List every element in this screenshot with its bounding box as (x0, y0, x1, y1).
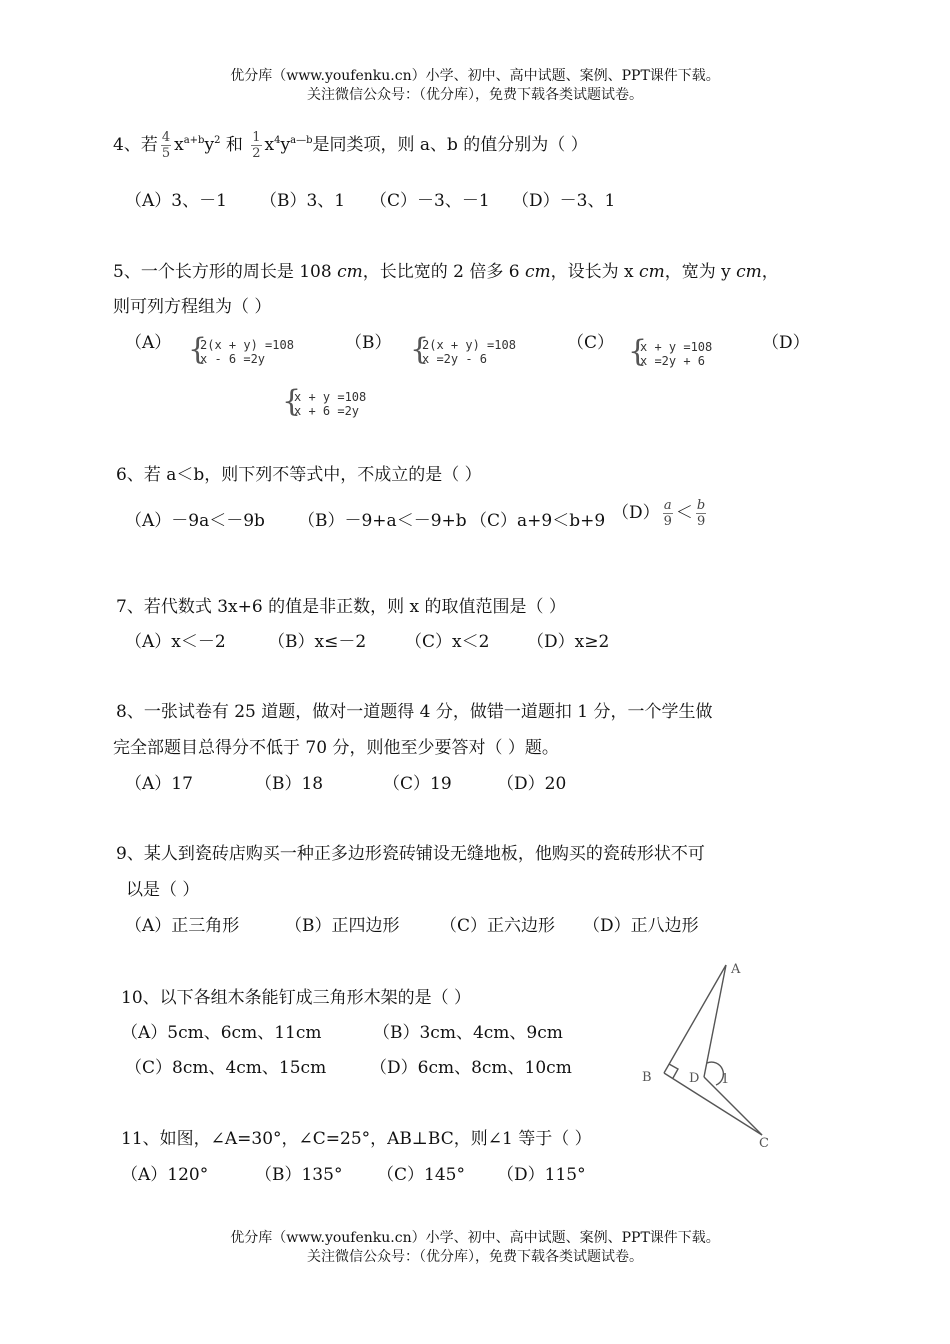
q5-unit-1: cm (337, 262, 363, 282)
header-line-1: 优分库（www.youfenku.cn）小学、初中、高中试题、案例、PPT课件下载。 (230, 68, 720, 84)
q8-option-c: （C）19 (383, 774, 452, 794)
q5-system-d-eq1: x + y =108 (294, 390, 367, 404)
label-a: A (731, 962, 741, 977)
q10-option-d: （D）6cm、8cm、10cm (370, 1058, 572, 1078)
label-d: D (689, 1071, 700, 1086)
q5-label-c: （C） (567, 333, 615, 353)
question-7-stem: 7、若代数式 3x+6 的值是非正数，则 x 的取值范围是（ ） (116, 597, 566, 617)
q5-label-a: （A） (125, 333, 172, 353)
q5-unit-2: cm (524, 262, 551, 282)
q4-option-c: （C）－3、－1 (370, 191, 490, 211)
q6-fraction-a (663, 498, 673, 529)
segment-bc (664, 1073, 762, 1135)
q6-less-than: ＜ (675, 503, 693, 523)
q5-text-e: ， (761, 262, 779, 282)
q10-option-b: （B）3cm、4cm、9cm (373, 1023, 563, 1043)
q4-suffix: 是同类项，则 a、b 的值分别为（ ） (312, 135, 588, 155)
q5-system-a-eq1: 2(x + y) =108 (200, 338, 294, 352)
q5-system-a (188, 332, 294, 367)
q6-option-d-label: （D） (612, 503, 660, 523)
q4-term2-exp1: 4 (274, 135, 281, 146)
q8-option-d: （D）20 (497, 774, 567, 794)
q5-system-d-eq2: x + 6 =2y (294, 404, 360, 418)
question-8-line-1: 8、一张试卷有 25 道题，做对一道题得 4 分，做错一道题扣 1 分，一个学生做 (116, 702, 713, 722)
q7-option-d: （D）x≥2 (527, 632, 610, 652)
brace-icon: { (188, 332, 208, 367)
q5-unit-3: cm (639, 262, 665, 282)
label-b: B (642, 1070, 652, 1085)
segment-dc (704, 1077, 762, 1135)
question-11-stem: 11、如图，∠A=30°，∠C=25°，AB⊥BC，则∠1 等于（ ） (121, 1129, 592, 1149)
q5-unit-4: cm (736, 262, 762, 282)
q8-option-b: （B）18 (255, 774, 324, 794)
segment-ad (704, 965, 726, 1077)
q5-label-d: （D） (762, 333, 810, 353)
q4-frac2-denominator: 2 (252, 146, 261, 161)
q5-system-b-eq1: 2(x + y) =108 (422, 338, 516, 352)
q6-option-a: （A）－9a＜－9b (125, 511, 265, 531)
q11-option-b: （B）135° (255, 1165, 343, 1185)
q4-fraction-2 (251, 130, 261, 161)
q5-text-a: 5、一个长方形的周长是 108 (113, 262, 338, 282)
q9-option-c: （C）正六边形 (440, 916, 556, 936)
q4-term1-exp1: a+b (183, 135, 205, 146)
question-8-line-2: 完全部题目总得分不低于 70 分，则他至少要答对（ ）题。 (113, 738, 559, 758)
q5-system-b-eq2: x =2y - 6 (422, 352, 488, 366)
q11-option-d: （D）115° (497, 1165, 586, 1185)
q6-frac-a-den: 9 (663, 514, 672, 529)
q4-term1-base: x (174, 135, 184, 155)
q5-system-d (282, 384, 367, 419)
q7-option-c: （C）x＜2 (405, 632, 490, 652)
q10-option-a: （A）5cm、6cm、11cm (121, 1023, 322, 1043)
triangle-figure (630, 955, 780, 1155)
label-c: C (759, 1136, 769, 1151)
q10-option-c: （C）8cm、4cm、15cm (125, 1058, 327, 1078)
question-5-line-1 (113, 257, 779, 282)
q4-option-d: （D）－3、1 (512, 191, 616, 211)
q4-frac1-denominator: 5 (161, 146, 171, 161)
q5-system-b (410, 332, 516, 367)
q6-frac-b-num: b (696, 498, 706, 513)
question-9-line-1: 9、某人到瓷砖店购买一种正多边形瓷砖铺设无缝地板，他购买的瓷砖形状不可 (116, 844, 705, 864)
q5-text-c: ，设长为 x (550, 262, 640, 282)
q6-frac-a-num: a (663, 498, 672, 513)
segment-ab (664, 965, 726, 1073)
q7-option-b: （B）x≤－2 (268, 632, 367, 652)
q4-term2-base: x (264, 135, 275, 155)
q6-option-d (612, 498, 709, 529)
q8-option-a: （A）17 (125, 774, 193, 794)
q11-option-c: （C）145° (377, 1165, 465, 1185)
header-line-2: 关注微信公众号：（优分库），免费下载各类试题试卷。 (307, 87, 643, 103)
q5-system-c (628, 334, 713, 369)
q4-term1-base2: y (204, 135, 215, 155)
question-6-stem: 6、若 a＜b，则下列不等式中，不成立的是（ ） (116, 465, 482, 485)
q11-option-a: （A）120° (121, 1165, 209, 1185)
q4-frac1-numerator: 4 (161, 130, 171, 145)
q4-prefix: 4、若 (113, 135, 158, 155)
question-10-stem: 10、以下各组木条能钉成三角形木架的是（ ） (121, 988, 472, 1008)
q9-option-d: （D）正八边形 (583, 916, 699, 936)
brace-icon: { (628, 334, 648, 369)
footer-line-1: 优分库（www.youfenku.cn）小学、初中、高中试题、案例、PPT课件下载。 (230, 1230, 720, 1246)
brace-icon: { (282, 384, 302, 419)
q7-option-a: （A）x＜－2 (125, 632, 226, 652)
q5-text-b: ，长比宽的 2 倍多 6 (362, 262, 525, 282)
q4-and: 和 (225, 135, 243, 155)
q5-text-d: ，宽为 y (664, 262, 737, 282)
q5-system-c-eq1: x + y =108 (640, 340, 713, 354)
q4-term2-base2: y (280, 135, 291, 155)
label-1: 1 (721, 1072, 730, 1087)
q9-option-b: （B）正四边形 (285, 916, 400, 936)
footer-line-2: 关注微信公众号：（优分库），免费下载各类试题试卷。 (307, 1249, 643, 1265)
question-9-line-2: 以是（ ） (126, 880, 200, 900)
q4-frac2-numerator: 1 (252, 130, 261, 145)
q6-fraction-b (696, 498, 706, 529)
q4-term1-exp2: 2 (214, 135, 221, 146)
question-5-line-2: 则可列方程组为（ ） (113, 297, 272, 317)
q4-option-b: （B）3、1 (260, 191, 346, 211)
q4-option-a: （A）3、－1 (125, 191, 227, 211)
question-4-stem (113, 130, 588, 161)
q6-option-c: （C）a+9＜b+9 (470, 511, 606, 531)
q6-frac-b-den: 9 (696, 514, 706, 529)
q5-system-c-eq2: x =2y + 6 (640, 354, 706, 368)
brace-icon: { (410, 332, 430, 367)
q5-system-a-eq2: x - 6 =2y (200, 352, 266, 366)
q4-term2-exp2: a—b (290, 135, 313, 146)
right-angle-mark (669, 1064, 678, 1078)
q9-option-a: （A）正三角形 (125, 916, 240, 936)
q5-label-b: （B） (345, 333, 392, 353)
q4-fraction-1 (161, 130, 171, 161)
q6-option-b: （B）－9+a＜－9+b (298, 511, 467, 531)
